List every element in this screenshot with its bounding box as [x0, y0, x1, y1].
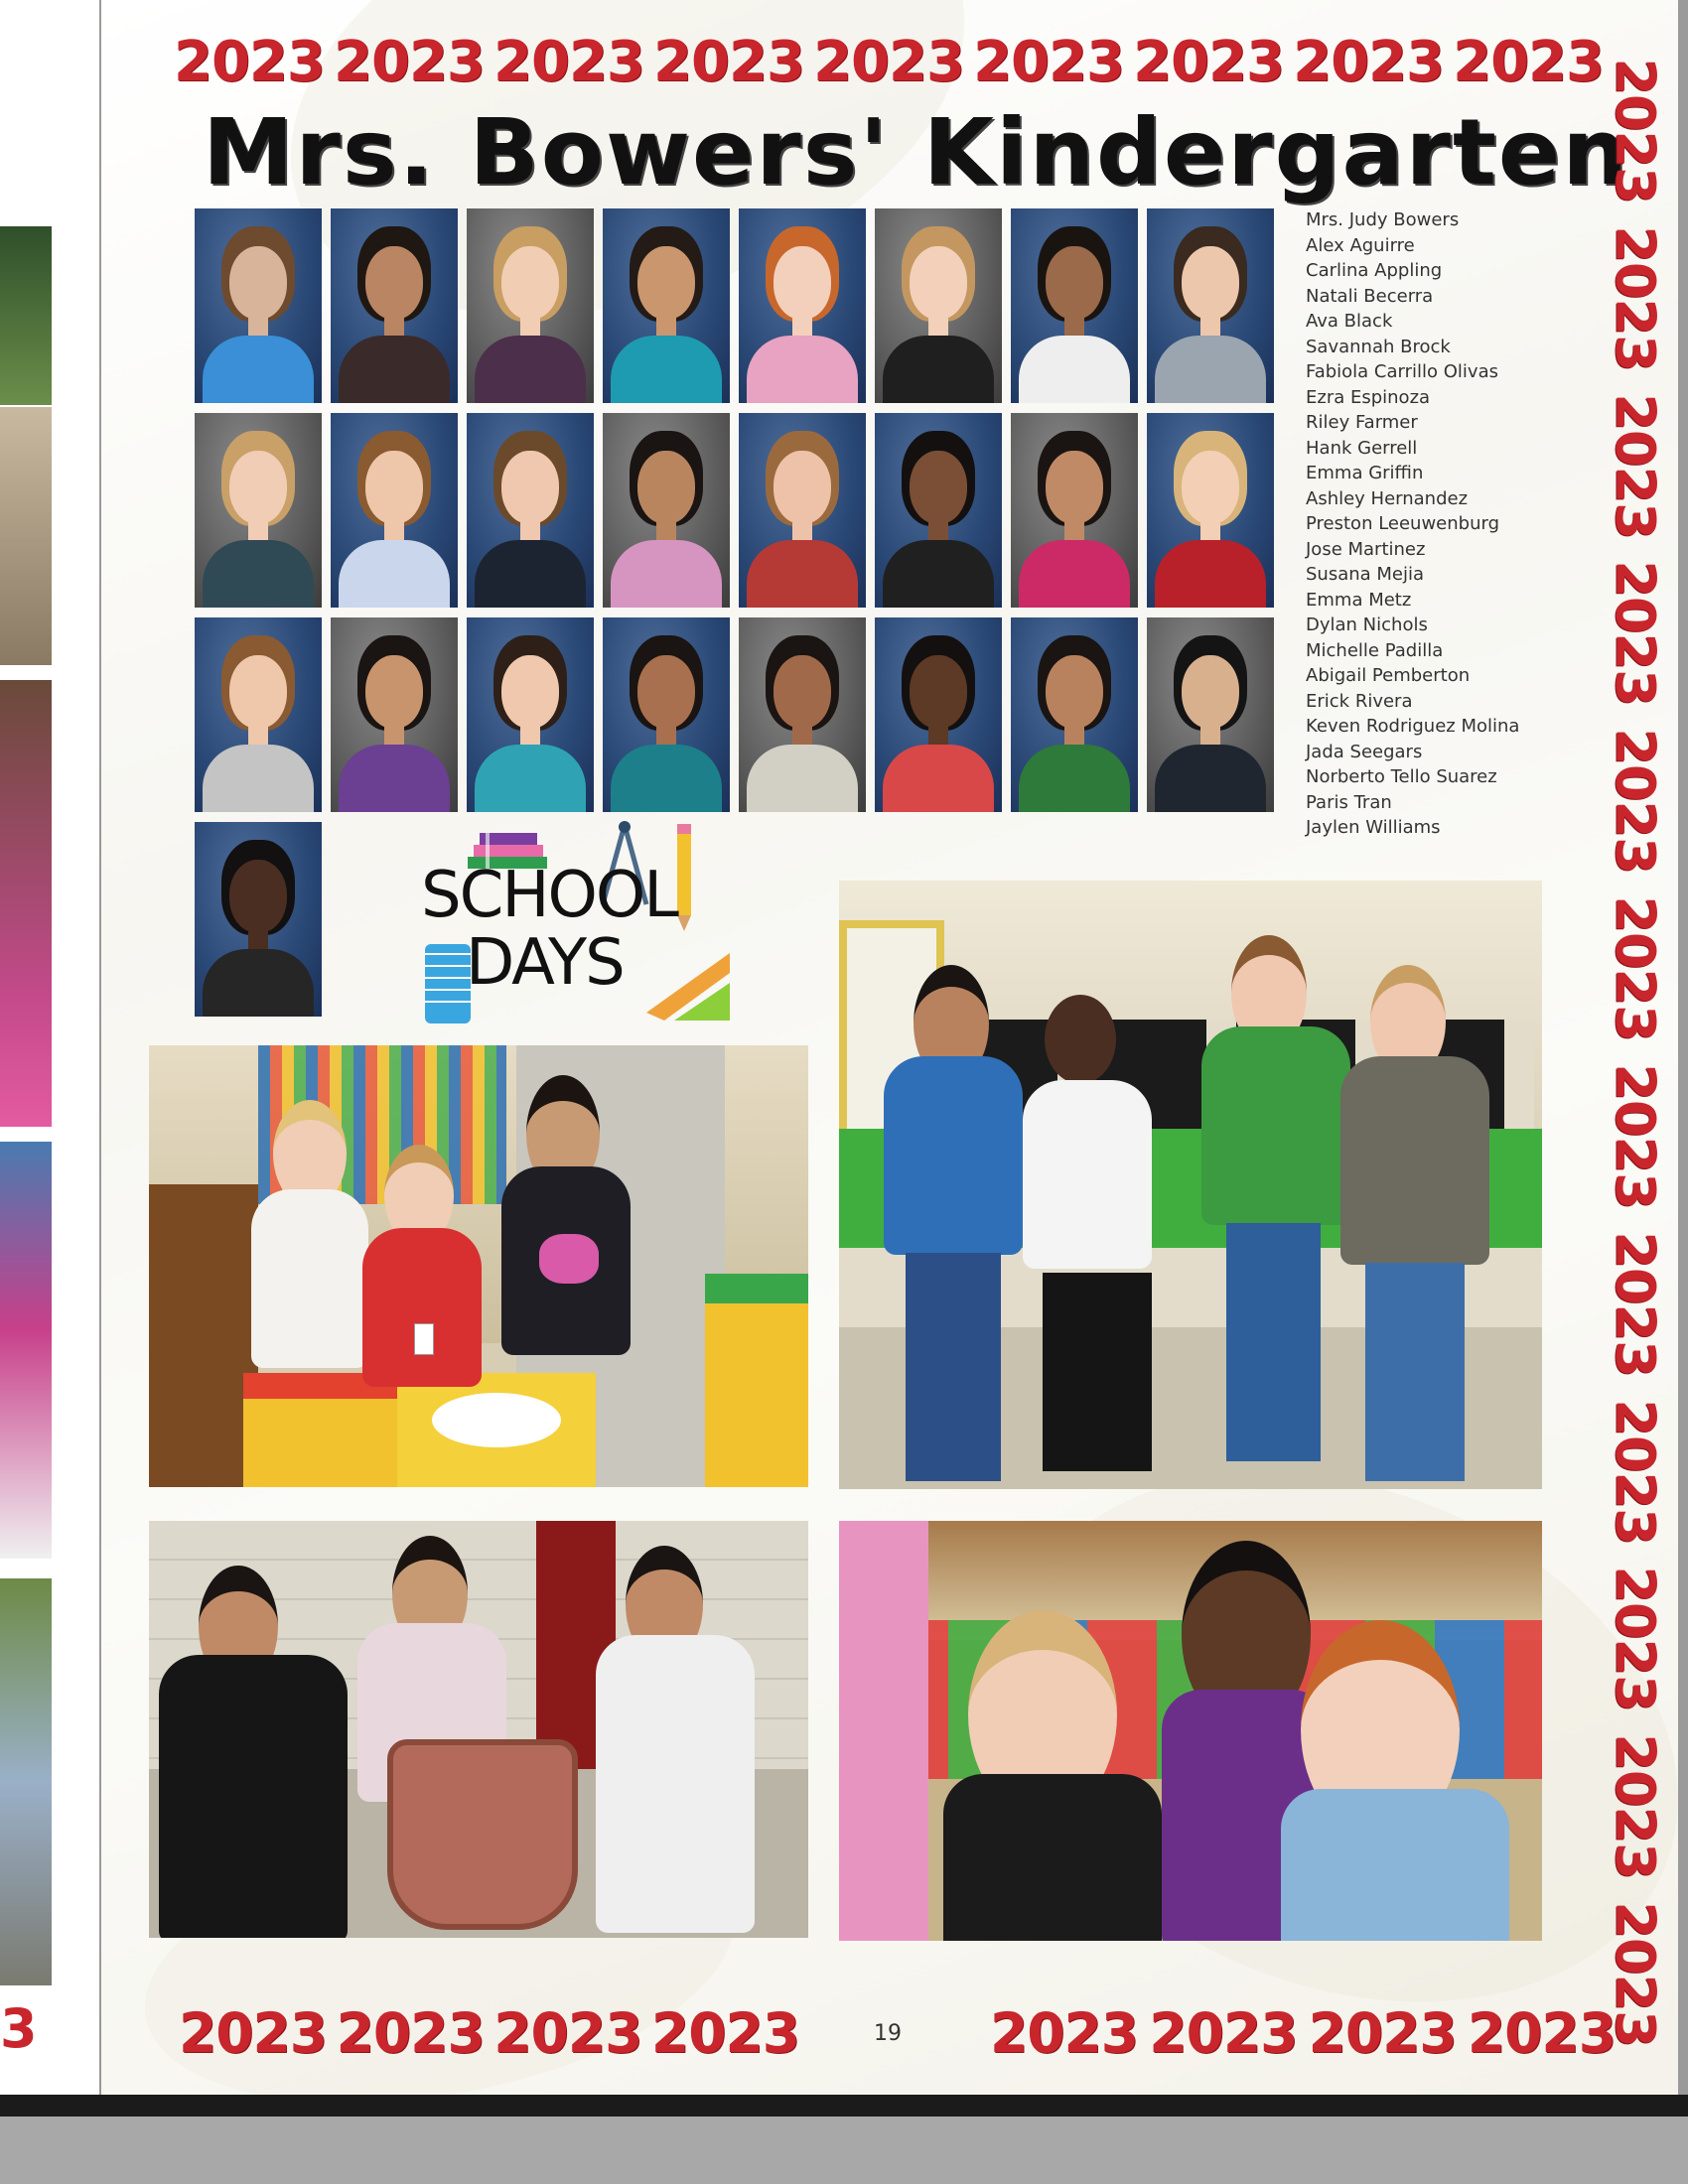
student-portrait [195, 822, 322, 1017]
student-portrait [1147, 208, 1274, 403]
classroom-photo-computer-lab [839, 881, 1542, 1489]
roster-name: Michelle Padilla [1306, 639, 1444, 661]
yearbook-page [101, 0, 1678, 2095]
student-portrait [1011, 617, 1138, 812]
year-label: 2023 [1604, 728, 1667, 874]
page-number: 19 [874, 2021, 902, 2046]
scanner-edge [0, 2095, 1688, 2184]
adjacent-photo [0, 680, 52, 1127]
roster-name: Abigail Pemberton [1306, 665, 1471, 686]
roster-name: Emma Metz [1306, 589, 1412, 611]
roster-name: Preston Leeuwenburg [1306, 513, 1500, 534]
year-label: 2023 [179, 2001, 328, 2065]
year-label: 2023 [1133, 30, 1284, 94]
student-portrait [331, 208, 458, 403]
roster-name: Hank Gerrell [1306, 437, 1418, 459]
student-portrait [1011, 413, 1138, 608]
roster-name: Erick Rivera [1306, 690, 1413, 712]
roster-name: Jose Martinez [1306, 538, 1426, 560]
year-banner-side [1601, 58, 1670, 2047]
student-portrait [875, 617, 1002, 812]
year-label: 2023 [493, 30, 644, 94]
adjacent-photo [0, 407, 52, 665]
adjacent-page-edge [0, 0, 99, 2095]
clipart-word-days: DAYS [466, 926, 624, 1000]
year-label: 2023 [813, 30, 964, 94]
school-days-clipart [421, 819, 818, 1027]
student-portrait [875, 413, 1002, 608]
roster-name: Paris Tran [1306, 791, 1392, 813]
year-banner-bottom-left [179, 2001, 799, 2065]
roster-name: Alex Aguirre [1306, 234, 1415, 256]
roster-name: Jaylen Williams [1306, 817, 1441, 838]
year-label: 2023 [1604, 560, 1667, 707]
year-label: 2023 [653, 30, 804, 94]
year-label: 2023 [493, 2001, 642, 2065]
roster-name: Fabiola Carrillo Olivas [1306, 361, 1498, 382]
year-label: 2023 [1453, 30, 1604, 94]
year-label: 2023 [1604, 1063, 1667, 1209]
roster-name: Keven Rodriguez Molina [1306, 716, 1520, 737]
student-portrait [331, 617, 458, 812]
classroom-photo-friends [839, 1521, 1542, 1941]
student-portrait [1147, 413, 1274, 608]
student-portrait [739, 413, 866, 608]
roster-name: Mrs. Judy Bowers [1306, 209, 1460, 230]
adjacent-photo [0, 226, 52, 405]
student-portrait [875, 208, 1002, 403]
roster-name: Dylan Nichols [1306, 614, 1428, 635]
year-label: 2023 [334, 30, 485, 94]
year-label: 2023 [1604, 1231, 1667, 1377]
roster-name: Carlina Appling [1306, 260, 1443, 281]
classroom-photo-reading [149, 1521, 808, 1938]
student-portrait [603, 208, 730, 403]
year-label: 2023 [1604, 1733, 1667, 1879]
page-title: Mrs. Bowers' Kindergarten [203, 99, 1629, 205]
student-portrait [331, 413, 458, 608]
year-label: 2023 [1604, 58, 1667, 204]
student-portrait [195, 617, 322, 812]
roster-name: Emma Griffin [1306, 463, 1424, 483]
year-label: 2023 [1604, 1901, 1667, 2047]
roster-name: Natali Becerra [1306, 285, 1434, 307]
year-label: 2023 [1149, 2001, 1298, 2065]
classroom-photo-kitchen [149, 1045, 808, 1487]
year-label: 2023 [174, 30, 325, 94]
student-portrait [467, 208, 594, 403]
adjacent-photo [0, 1578, 52, 1985]
year-label: 2023 [1308, 2001, 1457, 2065]
roster-name: Jada Seegars [1306, 741, 1423, 762]
year-label: 2023 [1293, 30, 1444, 94]
adjacent-year-digit: 3 [0, 1997, 38, 2060]
year-banner-top [174, 30, 1604, 94]
student-portrait [603, 413, 730, 608]
year-banner-bottom-right [990, 2001, 1616, 2065]
ruler-icon [644, 943, 734, 1023]
year-label: 2023 [1604, 1398, 1667, 1545]
year-label: 2023 [1467, 2001, 1616, 2065]
year-label: 2023 [650, 2001, 799, 2065]
student-portrait [739, 617, 866, 812]
roster-name: Riley Farmer [1306, 412, 1418, 433]
student-portrait [467, 413, 594, 608]
year-label: 2023 [990, 2001, 1139, 2065]
roster-name: Norberto Tello Suarez [1306, 766, 1497, 787]
student-portrait [1011, 208, 1138, 403]
clipart-word-school: SCHOOL [421, 859, 677, 932]
year-label: 2023 [1604, 895, 1667, 1041]
year-label: 2023 [1604, 392, 1667, 539]
student-portrait [195, 208, 322, 403]
adjacent-photo [0, 1142, 52, 1559]
year-label: 2023 [1604, 1566, 1667, 1711]
roster-name: Ezra Espinoza [1306, 386, 1431, 408]
year-label: 2023 [336, 2001, 485, 2065]
roster-name: Savannah Brock [1306, 336, 1451, 357]
student-portrait [1147, 617, 1274, 812]
year-label: 2023 [973, 30, 1124, 94]
student-roster [1306, 207, 1519, 841]
student-portrait [603, 617, 730, 812]
student-portrait [195, 413, 322, 608]
year-label: 2023 [1604, 225, 1667, 371]
student-portrait [467, 617, 594, 812]
roster-name: Susana Mejia [1306, 564, 1425, 585]
roster-name: Ava Black [1306, 311, 1393, 332]
roster-name: Ashley Hernandez [1306, 487, 1469, 509]
student-portrait [739, 208, 866, 403]
